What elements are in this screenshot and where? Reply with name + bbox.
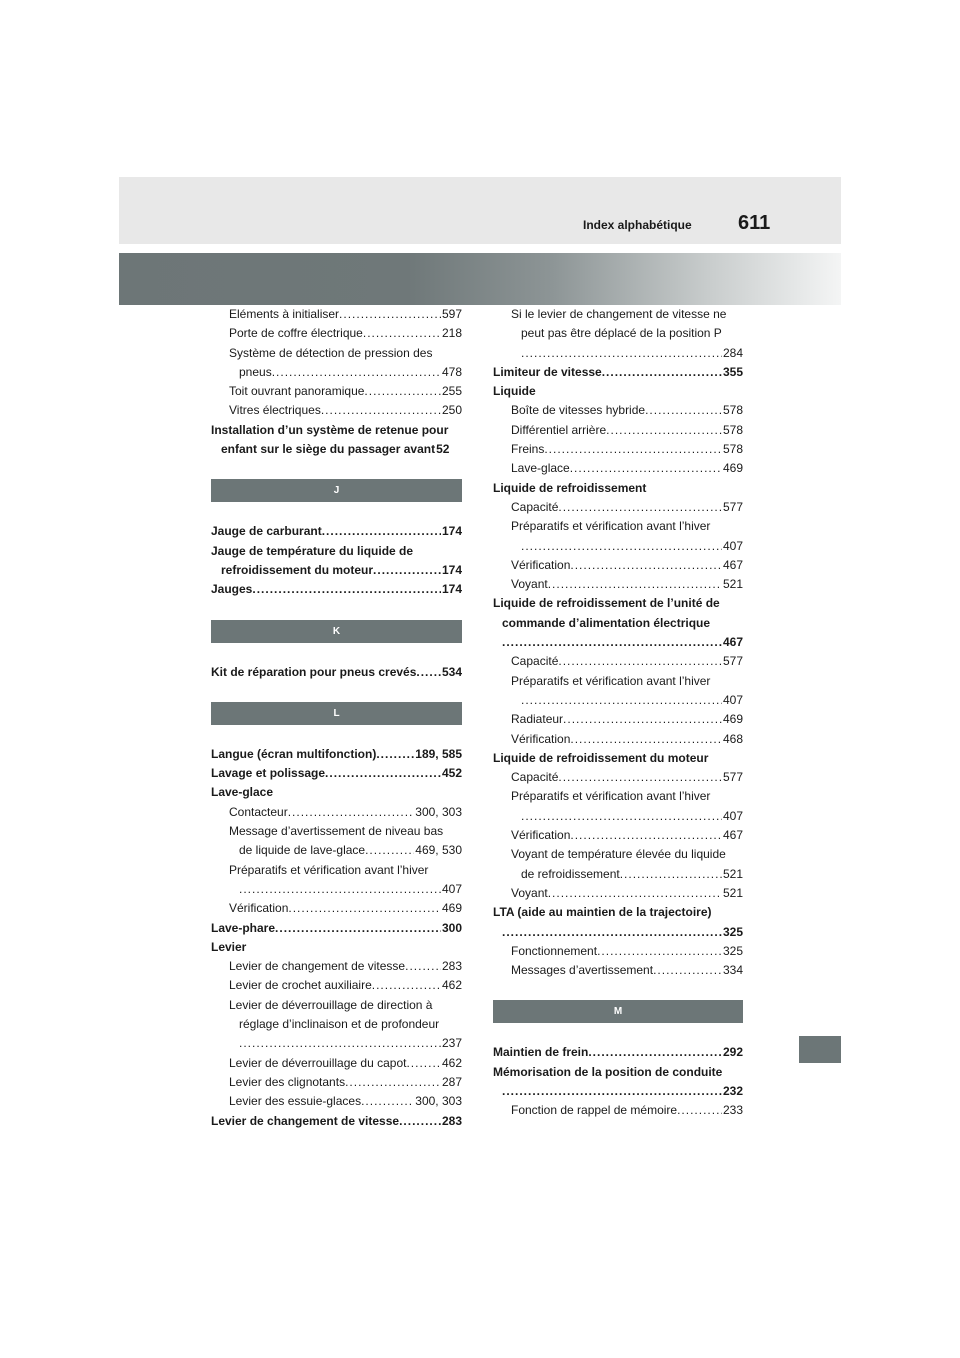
index-entry: Capacité ..... 577 <box>493 768 743 787</box>
index-entry: Jauge de température du liquide de <box>211 543 414 558</box>
index-entry: Levier de déverrouillage du capot ..... 462 <box>211 1054 462 1073</box>
index-entry: Messages d’avertissement ..... 334 <box>493 961 743 980</box>
index-entry: Liquide de refroidissement <box>493 480 647 495</box>
index-entry: Levier <box>211 939 247 954</box>
index-entry: Levier de changement de vitesse ..... 283 <box>211 1112 462 1131</box>
index-entry: Vérification ..... 467 <box>493 826 743 845</box>
index-entry: pneus ..... 478 <box>211 363 462 382</box>
index-entry: Différentiel arrière ..... 578 <box>493 421 743 440</box>
index-entry: Eléments à initialiser ..... 597 <box>211 305 462 324</box>
page-title: Index alphabétique <box>583 218 692 232</box>
index-entry: Préparatifs et vérification avant l’hiver <box>229 862 429 877</box>
index-entry: Mémorisation de la position de conduite <box>493 1064 723 1079</box>
index-entry: Contacteur ..... 300, 303 <box>211 803 462 822</box>
index-entry: Toit ouvrant panoramique ..... 255 <box>211 382 462 401</box>
index-entry: LTA (aide au maintien de la trajectoire) <box>493 905 712 920</box>
index-entry: ..... 232 <box>493 1082 743 1101</box>
index-entry: Vérification ..... 469 <box>211 899 462 918</box>
thumb-index-tab <box>799 1036 841 1063</box>
index-entry: ..... 407 <box>493 807 743 826</box>
index-entry: Jauge de carburant ..... 174 <box>211 522 462 541</box>
index-entry: Levier des clignotants ..... 287 <box>211 1073 462 1092</box>
index-entry: Jauges ..... 174 <box>211 580 462 599</box>
index-entry: Capacité ..... 577 <box>493 652 743 671</box>
index-entry: Lave-glace <box>211 785 274 800</box>
index-entry: Levier de crochet auxiliaire ..... 462 <box>211 976 462 995</box>
index-entry: refroidissement du moteur ..... 174 <box>211 561 462 580</box>
index-entry: ..... 467 <box>493 633 743 652</box>
left-column <box>211 305 462 1131</box>
index-entry: enfant sur le siège du passager avant 52 <box>221 442 450 457</box>
section-header-l: L <box>211 702 462 725</box>
index-entry: Levier de déverrouillage de direction à <box>229 997 433 1012</box>
index-entry: Fonctionnement ..... 325 <box>493 942 743 961</box>
section-header-j: J <box>211 479 462 502</box>
index-entry: Levier des essuie-glaces ..... 300, 303 <box>211 1092 462 1111</box>
index-entry: ..... 284 <box>493 344 743 363</box>
index-entry: Lavage et polissage ..... 452 <box>211 764 462 783</box>
index-entry: commande d’alimentation électrique <box>502 615 711 630</box>
page-number: 611 <box>738 212 771 234</box>
index-entry: Vérification ..... 467 <box>493 556 743 575</box>
index-entry: Lave-glace ..... 469 <box>493 459 743 478</box>
index-entry: peut pas être déplacé de la position P <box>521 326 722 341</box>
index-entry: réglage d’inclinaison et de profondeur <box>239 1017 440 1032</box>
index-entry: Limiteur de vitesse ..... 355 <box>493 363 743 382</box>
index-entry: Maintien de frein ..... 292 <box>493 1043 743 1062</box>
index-entry: Si le levier de changement de vitesse ne <box>511 307 727 321</box>
index-entry: Voyant ..... 521 <box>493 575 743 594</box>
index-entry: Vérification ..... 468 <box>493 730 743 749</box>
index-entry: ..... 407 <box>493 537 743 556</box>
index-entry: ..... 407 <box>493 691 743 710</box>
index-entry: Kit de réparation pour pneus crevés ..... 534 <box>211 663 462 682</box>
index-entry: Préparatifs et vérification avant l’hiver <box>511 673 711 688</box>
index-entry: ..... 237 <box>211 1034 462 1053</box>
index-entry: Capacité ..... 577 <box>493 498 743 517</box>
index-entry: Voyant ..... 521 <box>493 884 743 903</box>
index-entry: Liquide de refroidissement du moteur <box>493 750 709 765</box>
gradient-band <box>119 253 841 305</box>
index-entry: Levier de changement de vitesse ..... 283 <box>211 957 462 976</box>
index-entry: ..... 325 <box>493 923 743 942</box>
index-entry: Vitres électriques ..... 250 <box>211 401 462 420</box>
index-entry: Voyant de température élevée du liquide <box>511 847 726 862</box>
right-column <box>493 305 743 1121</box>
index-entry: Fonction de rappel de mémoire ..... 233 <box>493 1101 743 1120</box>
section-header-k: K <box>211 620 462 643</box>
index-entry: Porte de coffre électrique ..... 218 <box>211 324 462 343</box>
index-entry: Freins ..... 578 <box>493 440 743 459</box>
index-entry: Radiateur ..... 469 <box>493 710 743 729</box>
index-entry: Préparatifs et vérification avant l’hiver <box>511 519 711 534</box>
section-header-m: M <box>493 1000 743 1023</box>
index-entry: Préparatifs et vérification avant l’hiver <box>511 789 711 804</box>
index-entry: ..... 407 <box>211 880 462 899</box>
index-entry: Lave-phare ..... 300 <box>211 919 462 938</box>
index-entry: Installation d’un système de retenue pour <box>211 422 449 437</box>
index-entry: Langue (écran multifonction) ..... 189, 585 <box>211 745 462 764</box>
index-entry: de refroidissement ..... 521 <box>493 865 743 884</box>
index-entry: Message d’avertissement de niveau bas <box>229 824 444 839</box>
header-band <box>119 177 841 244</box>
index-entry: de liquide de lave-glace ..... 469, 530 <box>211 841 462 860</box>
index-entry: Liquide <box>493 384 536 399</box>
index-entry: Liquide de refroidissement de l’unité de <box>493 596 720 611</box>
index-entry: Système de détection de pression des <box>229 345 433 360</box>
index-entry: Boîte de vitesses hybride ..... 578 <box>493 401 743 420</box>
